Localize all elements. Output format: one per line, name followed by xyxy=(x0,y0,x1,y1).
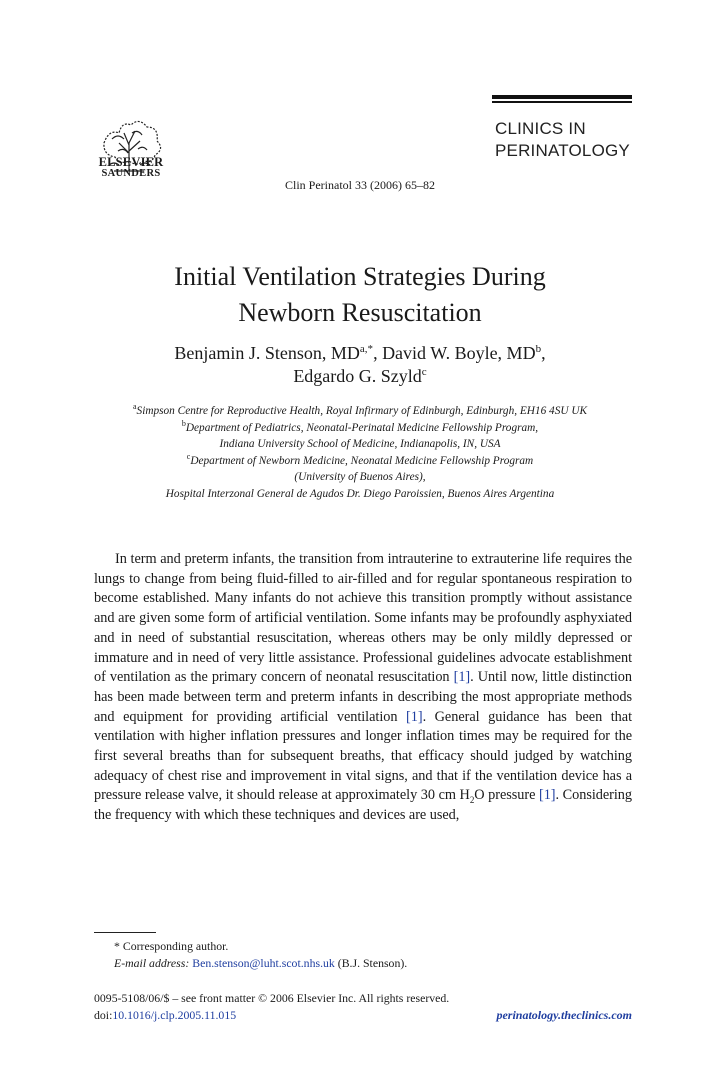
affiliation-marker: c xyxy=(186,452,191,462)
author-list xyxy=(60,342,660,388)
corresponding-author-note: * Corresponding author. xyxy=(114,939,229,953)
copyright-line: 0095-5108/06/$ – see front matter © 2006 Elsevier Inc. All rights reserved. xyxy=(94,991,450,1005)
reference-link[interactable]: [1] xyxy=(453,669,471,686)
affiliation-line: Indiana University School of Medicine, Indianapolis, IN, USA xyxy=(219,438,501,451)
email-footnote xyxy=(114,955,407,971)
affiliation-line: $^a$Simpson Centre for Reproductive Health, Royal Infirmary of Edinburgh, Edinburgh, EH16 4SU UK xyxy=(132,402,588,417)
author-separator: , xyxy=(541,343,546,363)
footnote-rule xyxy=(94,932,156,933)
email-owner: (B.J. Stenson). xyxy=(334,956,408,970)
journal-name-line2: PERINATOLOGY xyxy=(495,141,630,160)
journal-citation: Clin Perinatol 33 (2006) 65–82 xyxy=(285,178,435,192)
publisher-name xyxy=(94,156,168,180)
affiliation-line: (University of Buenos Aires), xyxy=(294,471,426,484)
subscript: 2 xyxy=(469,795,475,806)
doi-link[interactable]: 10.1016/j.clp.2005.11.015 xyxy=(112,1008,237,1022)
affiliation-line: $^c$Department of Newborn Medicine, Neonatal Medicine Fellowship Program xyxy=(186,452,534,467)
affiliation-line: $^b$Department of Pediatrics, Neonatal-Perinatal Medicine Fellowship Program, xyxy=(181,418,539,434)
publisher-line1: ELSEVIER xyxy=(98,155,164,169)
doi-line xyxy=(94,1008,236,1023)
author-affiliation-marker[interactable]: b xyxy=(535,343,542,355)
reference-link[interactable]: [1] xyxy=(406,708,423,725)
author-affiliation-marker[interactable]: a,* xyxy=(359,343,374,355)
affiliation-line: Hospital Interzonal General de Agudos Dr. Diego Paroissien, Buenos Aires Argentina xyxy=(165,487,555,500)
body-paragraph: In term and preterm infants, the transition from intrauterine to extrauterine life requires the lungs to change from being fluid-filled to air-filled and for regular spontaneous respiration to become established. Many infants do not achieve this transition promptly without assistance and are given some form of artificial ventilation. Some infants may be profoundly asphyxiated and in need of substantial resuscitation, whereas others may be only mildly depressed or immature and in need of very little assistance. Professional guidelines advocate establishment of ventilation as the primary concern of neonatal resuscitation [1]. Until now, little distinction has been made between term and preterm infants in describing the most appropriate methods and equipment for providing artificial ventilation [1]. General guidance has been that ventilation with higher inflation pressures and longer inflation times may be required for the first several breaths than for subsequent breaths, that efficacy should judged by watching adequacy of chest rise and improvement in vital signs, and that if the ventilation device has a pressure release valve, it should release at approximately 30 cm $H_2O$ pressure [1]. Considering the frequency with which these techniques and devices are used, xyxy=(94,551,632,824)
publisher-line2: SAUNDERS xyxy=(101,168,161,179)
journal-top-rule-thin xyxy=(492,101,632,103)
reference-link[interactable]: [1] xyxy=(538,787,556,804)
affiliation-list xyxy=(60,403,660,503)
email-label: E-mail address: xyxy=(114,956,190,970)
article-title-line1: Initial Ventilation Strategies During xyxy=(174,262,546,291)
doi-label: doi: xyxy=(94,1008,113,1022)
journal-top-rule xyxy=(492,95,632,99)
author-name: Benjamin J. Stenson, MD xyxy=(174,343,360,363)
author-name: Edgardo G. Szyld xyxy=(293,366,422,386)
journal-website-link[interactable]: perinatology.theclinics.com xyxy=(496,1008,632,1022)
author-separator: , xyxy=(373,343,383,363)
affiliation-marker: a xyxy=(132,402,137,412)
affiliation-marker: b xyxy=(181,418,186,428)
article-title-line2: Newborn Resuscitation xyxy=(238,298,482,327)
email-link[interactable]: Ben.stenson@luht.scot.nhs.uk xyxy=(192,956,335,970)
author-affiliation-marker[interactable]: c xyxy=(421,366,427,378)
article-title xyxy=(60,259,660,331)
author-name: David W. Boyle, MD xyxy=(382,343,536,363)
journal-name xyxy=(495,118,645,162)
journal-name-line1: CLINICS IN xyxy=(495,119,586,138)
